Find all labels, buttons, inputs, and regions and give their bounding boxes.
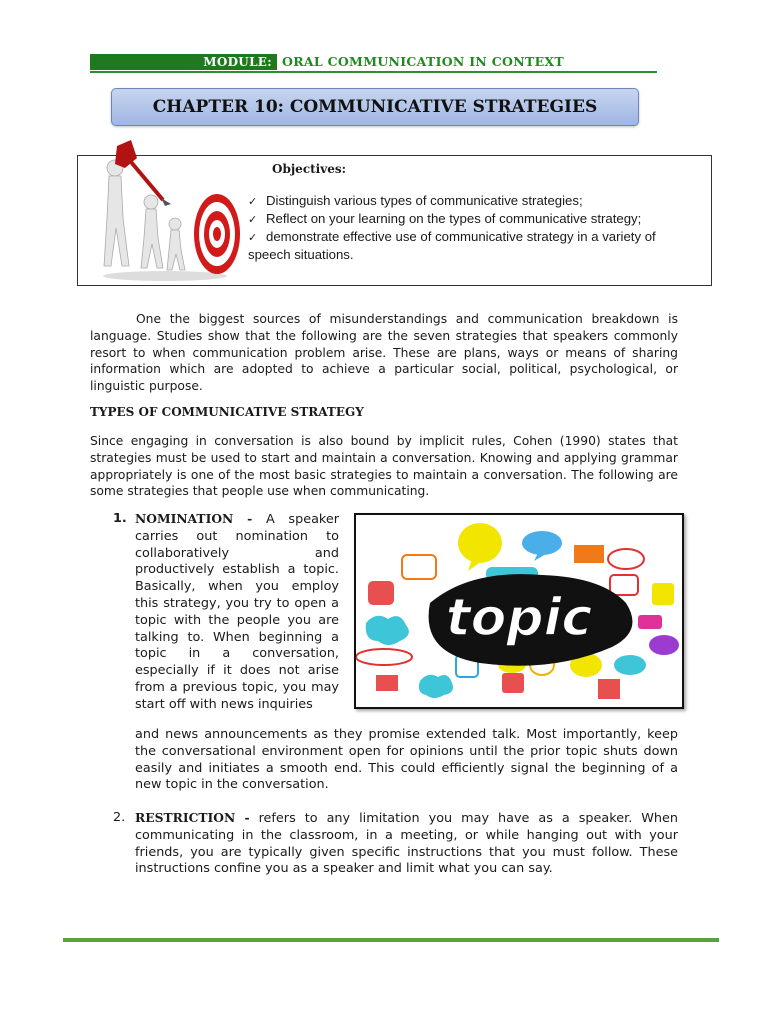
strategy-restriction-text: RESTRICTION - refers to any limitation you may have as a speaker. When communicating in the classroom, in a meeting, or while hanging out with your friends, you are typically given specific instructions that you must follow. These instructions confine you as a speaker and limit what you can say. [135,810,679,877]
strategy-term: NOMINATION - [135,511,253,526]
chapter-title: CHAPTER 10: COMMUNICATIVE STRATEGIES [111,88,639,126]
strategy-term: RESTRICTION - [135,810,250,825]
speech-bubbles-illustration [356,515,682,707]
objective-item: ✓ demonstrate effective use of communicative strategy in a variety of speech situations. [248,229,656,262]
module-title: ORAL COMMUNICATION IN CONTEXT [282,54,564,69]
checkmark-icon: ✓ [248,231,258,244]
objectives-title: Objectives: [272,162,347,176]
strategy-nomination-continued: and news announcements as they promise extended talk. Most importantly, keep the conversational environment open for opinions until the prior topic shuts down easily and initiates a smooth end. This could efficiently signal the beginning of a new topic in the conversation. [135,727,678,793]
header-divider [90,71,657,73]
intro-paragraph: One the biggest sources of misunderstandings and communication breakdown is language. Studies show that the following are the seven strategies that speakers commonly resort to when communication problem arise. These are plans, ways or means of sharing information which are adopted to achieve a particular social, political, psychological, or linguistic purpose. [90,312,678,394]
list-number: 2. [113,810,126,825]
footer-divider [63,938,719,942]
topic-illustration [354,513,684,709]
types-intro-paragraph: Since engaging in conversation is also bound by implicit rules, Cohen (1990) states that strategies must be used to start and maintain a conversation. Knowing and applying grammar appropriately is one of the most basic strategies to maintain a conversation. The following are some strategies that people use when communicating. [90,434,678,499]
topic-word: topic [445,588,593,648]
target-figures-illustration [95,138,245,283]
objective-item: ✓ Reflect on your learning on the types of communicative strategy; [248,211,642,226]
list-number: 1. [113,511,127,526]
module-label: MODULE: [203,55,272,69]
checkmark-icon: ✓ [248,195,258,208]
section-heading: TYPES OF COMMUNICATIVE STRATEGY [90,405,364,419]
checkmark-icon: ✓ [248,213,258,226]
strategy-nomination-text: NOMINATION - A speaker carries out nomination to collaboratively and productively establish a topic. Basically, when you employ this strategy, you try to open a topic with the people you are talking to. When beginning a topic in a conversation, especially if it does not arise from a previous topic, you may start off with news inquiries [135,511,339,712]
objective-item: ✓ Distinguish various types of communicative strategies; [248,193,583,208]
objectives-list [248,192,688,263]
